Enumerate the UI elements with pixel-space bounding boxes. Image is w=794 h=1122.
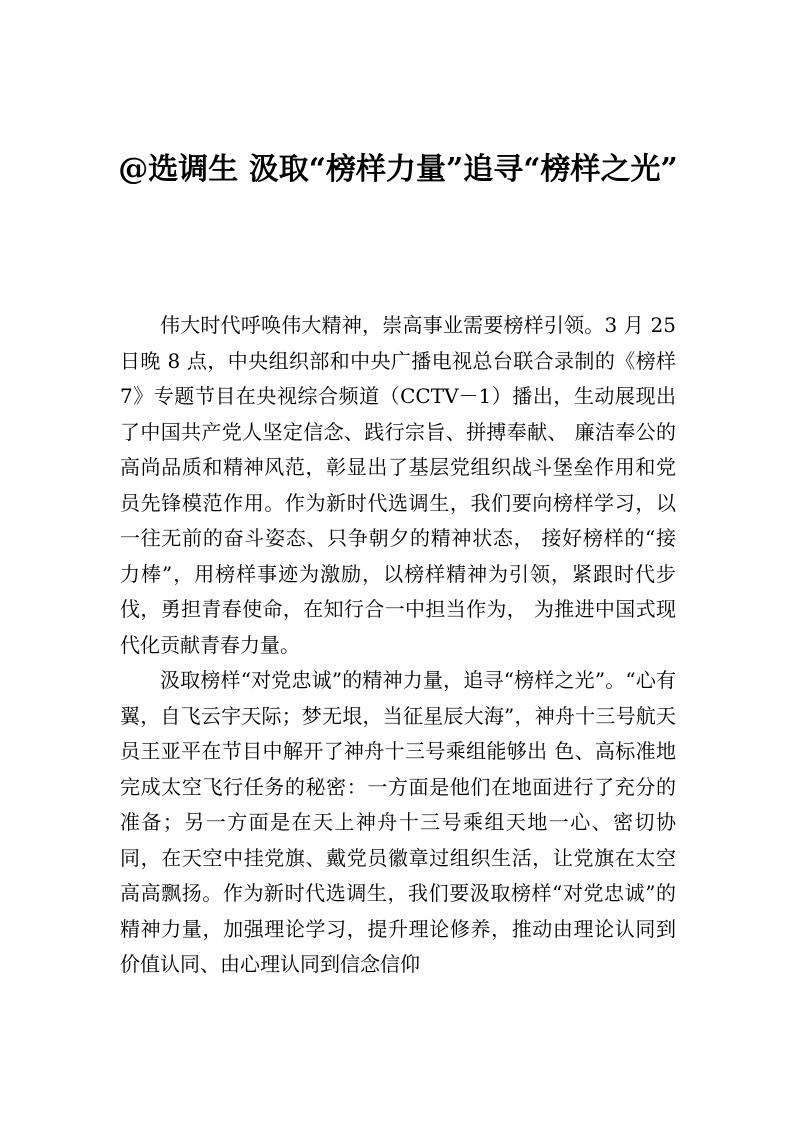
article-body bbox=[120, 308, 676, 983]
paragraph-1: 伟大时代呼唤伟大精神，崇高事业需要榜样引领。3 月 25 日晚 8 点，中央组织部和中央广播电视总台联合录制的《榜样 7》专题节目在央视综合频道（CCTV－1）播出，生动展现出了中国共产党人坚定信念、践行宗旨、拼搏奉献、 廉洁奉公的高尚品质和精神风范，彰显出了基层党组织战斗堡垒作用和党员先锋模范作用。作为新时代选调生，我们要向榜样学习，以一往无前的奋斗姿态、只争朝夕的精神状态， 接好榜样的“接力棒”，用榜样事迹为激励，以榜样精神为引领，紧跟时代步伐，勇担青春使命，在知行合一中担当作为， 为推进中国式现代化贡献青春力量。 bbox=[120, 313, 676, 657]
article-title: @选调生 汲取“榜样力量”追寻“榜样之光” bbox=[118, 152, 678, 187]
paragraph-2: 汲取榜样“对党忠诚”的精神力量，追寻“榜样之光”。“心有翼，自飞云宇天际；梦无垠，当征星辰大海”，神舟十三号航天员王亚平在节目中解开了神舟十三号乘组能够出 色、高标准地完成太空飞行任务的秘密：一方面是他们在地面进行了充分的准备；另一方面是在天上神舟十三号乘组天地一心、密切协同，在天空中挂党旗、戴党员徽章过组织生活，让党旗在太空高高飘扬。作为新时代选调生，我们要汲取榜样“对党忠诚”的精神力量，加强理论学习，提升理论修养，推动由理论认同到价值认同、由心理认同到信念信仰 bbox=[120, 668, 676, 976]
